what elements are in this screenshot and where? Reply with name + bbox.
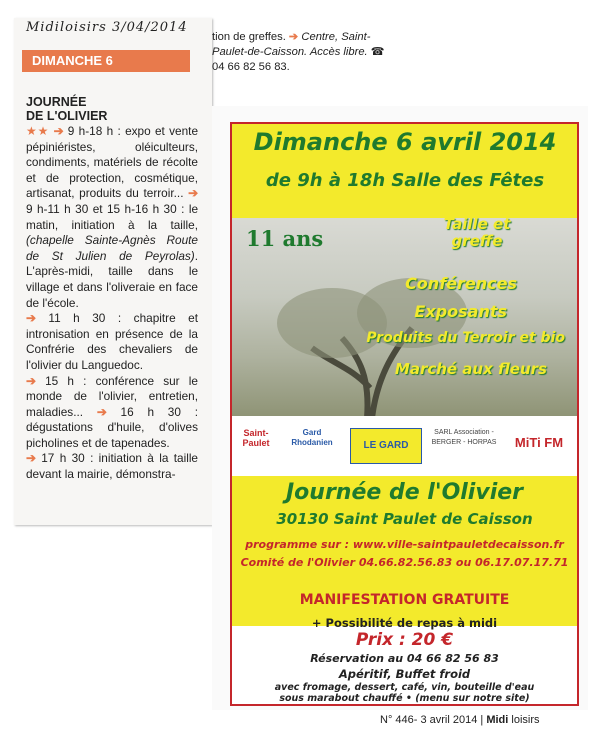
logo-saint-paulet: Saint-Paulet: [242, 428, 270, 448]
arrow-icon: ➔: [96, 404, 107, 419]
paragraph-1: [26, 124, 198, 311]
page-footer: [380, 714, 540, 726]
poster-hours: de 9h à 18h Salle des Fêtes: [265, 170, 545, 191]
poster-place: 30130 Saint Paulet de Caisson: [276, 510, 533, 528]
event-poster: [230, 122, 579, 706]
logo-miti-fm: MiTi FM: [514, 435, 564, 450]
meal-option: + Possibilité de repas à midi: [311, 616, 498, 630]
meal-aperitif: Apéritif, Buffet froid: [338, 667, 471, 681]
paragraph-2-text: 9 h-11 h 30 et 15 h-16 h 30 : le matin, initiation à la taille,: [26, 201, 198, 232]
feature-conferences: Conférences: [405, 274, 517, 293]
meal-menu-line1: avec fromage, dessert, café, vin, bouteille d'eau: [274, 682, 535, 693]
feature-taille: Taille et greffe: [443, 218, 511, 250]
meal-menu: [232, 682, 577, 704]
poster-free-entry: MANIFESTATION GRATUITE: [299, 592, 510, 608]
event-title: [26, 95, 107, 123]
paragraph-5-text: 15 h : conférence sur le monde de l'olivier, entretien, maladies...: [26, 373, 198, 419]
feature-produits: Produits du Terroir et bio: [366, 330, 565, 346]
event-title-line2: DE L'OLIVIER: [26, 109, 108, 123]
event-title-line1: JOURNÉE: [26, 95, 87, 109]
feature-marche: Marché aux fleurs: [394, 360, 547, 378]
arrow-icon: ➔: [26, 373, 36, 388]
sponsor-logos: [232, 416, 577, 476]
continuation-phone: 04 66 82 56 83.: [212, 61, 290, 73]
logo-le-gard: LE GARD: [350, 428, 422, 464]
poster-date: Dimanche 6 avril 2014: [253, 128, 557, 156]
meal-menu-line2: sous marabout chauffé • (menu sur notre site): [279, 693, 530, 704]
paragraph-1-text: 9 h-18 h : expo et vente pépiniéristes, oléiculteurs, condiments, matériels de récolte et de protection, cosmétique, artisanat, produits du terroir...: [26, 124, 199, 201]
arrow-icon: ➔: [288, 31, 299, 43]
arrow-icon: ➔: [26, 451, 36, 466]
olive-tree-photo: [232, 218, 577, 416]
paragraph-7: [26, 451, 198, 482]
continuation-text: tion de greffes.: [212, 31, 286, 43]
paragraph-3-text: . L'après-midi, taille dans le village et dans l'oliveraie en face de l'école.: [26, 248, 198, 310]
poster-info-band: [232, 476, 577, 626]
phone-icon: ☎: [370, 46, 385, 58]
paragraph-2-location: (chapelle Sainte-Agnès Route de St Julien de Peyrolas): [26, 233, 198, 263]
poster-event-name: Journée de l'Olivier: [285, 480, 523, 505]
paragraph-4-text: 11 h 30 : chapitre et intronisation en présence de la Confrérie des chevaliers de l'olivier du Languedoc.: [26, 311, 198, 372]
poster-programme-link: programme sur : www.ville-saintpauletdecaisson.fr: [245, 538, 564, 551]
logo-gard-rhodanien: Gard Rhodanien: [291, 428, 333, 447]
arrow-icon: ➔: [26, 311, 36, 326]
logo-sarl: SARL Association - BERGER - HORPAS: [431, 429, 497, 446]
meal-price: Prix : 20 €: [355, 630, 454, 650]
rating-stars: ★★: [26, 124, 50, 138]
poster-meal-info: [232, 616, 577, 704]
continuation-location: Centre, Saint-Paulet-de-Caisson. Accès libre.: [212, 31, 371, 58]
arrow-icon: ➔: [188, 186, 199, 201]
meal-reservation: Réservation au 04 66 82 56 83: [310, 652, 499, 665]
arrow-icon: ➔: [53, 124, 64, 138]
article-continuation: [212, 30, 388, 102]
feature-exposants: Exposants: [414, 302, 507, 321]
paragraph-7-text: 17 h 30 : initiation à la taille devant la mairie, démonstra-: [26, 451, 198, 482]
paragraph-5: [26, 374, 198, 452]
poster-contact: Comité de l'Olivier 04.66.82.56.83 ou 06.17.07.17.71: [240, 556, 569, 569]
footer-issue: N° 446- 3 avril 2014 |: [380, 714, 484, 726]
day-banner: DIMANCHE 6: [22, 50, 190, 72]
paragraph-6-text: 16 h 30 : dégustations d'huile, d'olives picholines et de tapenades.: [26, 404, 198, 450]
poster-header: [232, 124, 577, 218]
footer-brand-bold: Midi: [486, 714, 509, 726]
footer-brand-rest: loisirs: [508, 714, 540, 726]
paragraph-4: [26, 311, 198, 373]
article-body: [26, 124, 198, 483]
handwritten-note: Midiloisirs 3/04/2014: [26, 20, 188, 35]
anniversary-label: 11 ans: [246, 226, 324, 251]
